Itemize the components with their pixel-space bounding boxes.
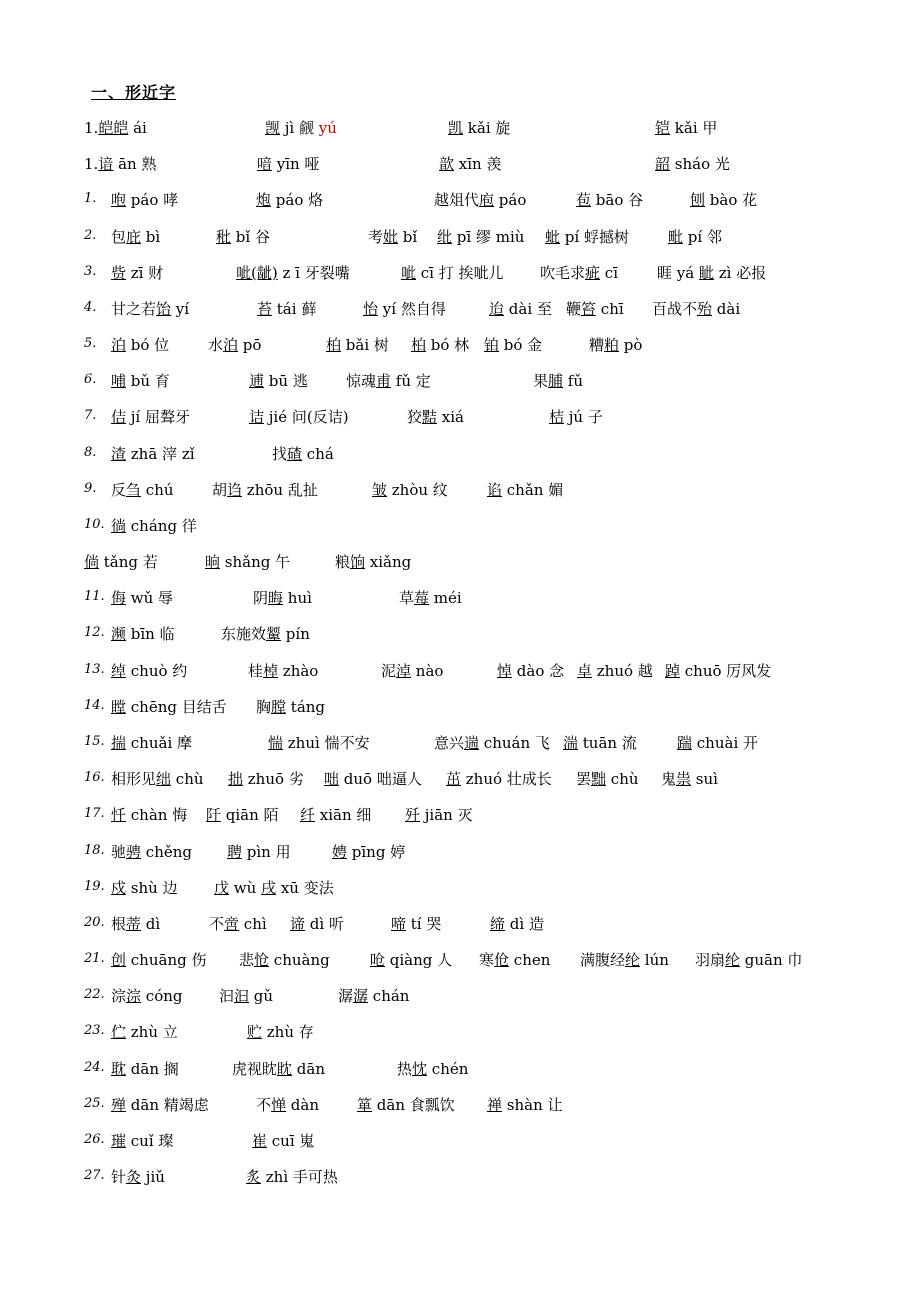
word-entry: 反刍 chú (111, 481, 174, 499)
word-entry: 伫 zhù 立 (111, 1023, 178, 1041)
word-row (0, 117, 920, 139)
word-row (0, 1058, 920, 1080)
word-entry: 踔 chuō 厉风发 (665, 662, 772, 680)
row-number: 14. (84, 698, 105, 713)
word-entry: 瞠 chēng 目结舌 (111, 698, 227, 716)
word-entry: 徜 cháng 徉 (111, 517, 197, 535)
word-entry: 戍 shù 边 (111, 879, 178, 897)
word-entry: 意兴遄 chuán 飞 (434, 734, 550, 752)
word-entry: 蚍 pí 蜉撼树 (545, 228, 629, 246)
word-entry: 粮饷 xiǎng (335, 553, 412, 571)
word-entry: 忏 chàn 悔 (111, 806, 188, 824)
word-entry: 炙 zhì 手可热 (246, 1168, 338, 1186)
row-number: 26. (84, 1132, 105, 1147)
word-entry: 悲怆 chuàng (239, 951, 330, 969)
word-entry: 桂棹 zhào (248, 662, 319, 680)
word-entry: 诘 jié 问(反诘) (249, 408, 349, 426)
word-entry: 喑 yīn 哑 (257, 155, 320, 173)
word-entry: 睚 yá 眦 zì 必报 (657, 264, 767, 282)
row-number: 2. (84, 228, 97, 243)
row-number: 18. (84, 843, 105, 858)
word-row (0, 768, 920, 790)
word-entry: 侮 wǔ 辱 (111, 589, 174, 607)
row-number: 16. (84, 770, 105, 785)
word-entry: 赀 zī 财 (111, 264, 164, 282)
word-entry: 羽扇纶 guān 巾 (695, 951, 803, 969)
word-entry: 潺潺 chán (338, 987, 410, 1005)
word-entry: 绰 chuò 约 (111, 662, 188, 680)
row-number: 15. (84, 734, 105, 749)
word-entry: 铠 kǎi 甲 (655, 119, 718, 137)
word-entry: 胸膛 táng (256, 698, 326, 716)
word-row (0, 1130, 920, 1152)
word-entry: 百战不殆 dài (652, 300, 741, 318)
word-row (0, 587, 920, 609)
word-row (0, 298, 920, 320)
row-number: 5. (84, 336, 97, 351)
word-row (0, 262, 920, 284)
row-number: 24. (84, 1060, 105, 1075)
word-entry: 呲 cī 打 挨呲儿 (401, 264, 504, 282)
word-entry: 热忱 chén (397, 1060, 469, 1078)
word-entry: 1.谙 ān 熟 (84, 155, 157, 173)
word-entry: 秕 bǐ 谷 (216, 228, 270, 246)
row-number: 4. (84, 300, 97, 315)
word-entry: 怡 yí 然自得 (363, 300, 446, 318)
word-entry: 寒伧 chen (479, 951, 551, 969)
word-row (0, 841, 920, 863)
word-row (0, 443, 920, 465)
word-entry: 针灸 jiǔ (111, 1168, 165, 1186)
word-row (0, 551, 920, 573)
word-entry: 苔 tái 藓 (257, 300, 317, 318)
word-row (0, 153, 920, 175)
word-row (0, 877, 920, 899)
word-entry: 纰 pī 缪 miù (437, 228, 525, 246)
row-number: 3. (84, 264, 97, 279)
word-row (0, 696, 920, 718)
word-row (0, 1166, 920, 1188)
word-entry: 找碴 chá (272, 445, 334, 463)
word-entry: 呛 qiàng 人 (370, 951, 453, 969)
row-number: 27. (84, 1168, 105, 1183)
row-number: 25. (84, 1096, 105, 1111)
word-entry: 咆 páo 哮 (111, 191, 179, 209)
word-row (0, 1021, 920, 1043)
row-number: 6. (84, 372, 97, 387)
word-entry: 柏 bǎi 树 (326, 336, 389, 354)
word-entry: 歆 xīn 羡 (439, 155, 502, 173)
word-row (0, 479, 920, 501)
word-entry: 东施效颦 pín (221, 625, 310, 643)
word-entry: 哺 bǔ 育 (111, 372, 170, 390)
word-entry: 崔 cuī 嵬 (252, 1132, 315, 1150)
word-entry: 狡黠 xiá (407, 408, 464, 426)
word-entry: 泥淖 nào (381, 662, 444, 680)
word-entry: 柏 bó 林 (411, 336, 470, 354)
word-entry: 茁 zhuó 壮成长 (446, 770, 552, 788)
word-entry: 贮 zhù 存 (247, 1023, 314, 1041)
row-number: 22. (84, 987, 105, 1002)
word-entry: 淙淙 cóng (111, 987, 183, 1005)
word-entry: 韶 sháo 光 (655, 155, 730, 173)
word-entry: 逋 bū 逃 (249, 372, 308, 390)
word-entry: 谄 chǎn 媚 (487, 481, 564, 499)
word-entry: 甘之若饴 yí (111, 300, 190, 318)
word-entry: 铂 bó 金 (484, 336, 543, 354)
word-entry: 不惮 dàn (256, 1096, 320, 1114)
word-entry: 炮 páo 烙 (256, 191, 324, 209)
word-entry: 苞 bāo 谷 (576, 191, 644, 209)
word-entry: 缔 dì 造 (490, 915, 544, 933)
word-entry: 悼 dào 念 (497, 662, 565, 680)
word-entry: 阴晦 huì (253, 589, 312, 607)
word-entry: 禅 shàn 让 (487, 1096, 563, 1114)
word-entry: 草莓 méi (399, 589, 462, 607)
word-row (0, 660, 920, 682)
word-entry: 考妣 bǐ (368, 228, 418, 246)
word-entry: 惊魂甫 fǔ 定 (346, 372, 431, 390)
word-entry: 吹毛求疵 cī (540, 264, 618, 282)
word-entry: 拙 zhuō 劣 (228, 770, 304, 788)
word-entry: 卓 zhuó 越 (577, 662, 653, 680)
word-entry: 晌 shǎng 午 (205, 553, 291, 571)
word-row (0, 913, 920, 935)
word-entry: 胡诌 zhōu 乱扯 (212, 481, 318, 499)
word-entry: 谛 dì 听 (290, 915, 344, 933)
word-entry: 耽 dān 搁 (111, 1060, 179, 1078)
word-entry: 呲(龇) z ī 牙裂嘴 (236, 264, 350, 282)
word-entry: 鬼祟 suì (661, 770, 718, 788)
word-entry: 迨 dài 至 (489, 300, 552, 318)
word-entry: 濒 bīn 临 (111, 625, 175, 643)
word-entry: 凯 kǎi 旋 (448, 119, 511, 137)
word-row (0, 406, 920, 428)
word-row (0, 515, 920, 537)
row-number: 17. (84, 806, 105, 821)
word-entry: 佶 jí 屈聱牙 (111, 408, 191, 426)
word-row (0, 370, 920, 392)
row-number: 7. (84, 408, 97, 423)
word-row (0, 189, 920, 211)
word-entry: 汩汩 gǔ (219, 987, 274, 1005)
word-entry: 啼 tí 哭 (391, 915, 442, 933)
word-entry: 越俎代庖 páo (434, 191, 527, 209)
word-entry: 驰骋 chěng (111, 843, 193, 861)
word-row (0, 623, 920, 645)
word-row (0, 226, 920, 248)
word-row (0, 804, 920, 826)
word-row (0, 732, 920, 754)
word-entry: 毗 pí 邻 (668, 228, 722, 246)
row-number: 12. (84, 625, 105, 640)
row-number: 8. (84, 445, 97, 460)
word-entry: 1.皑皑 ái (84, 119, 147, 137)
word-entry: 歼 jiān 灭 (405, 806, 473, 824)
word-entry: 纤 xiān 细 (300, 806, 372, 824)
word-entry: 鞭笞 chī (566, 300, 624, 318)
row-number: 11. (84, 589, 105, 604)
row-number: 20. (84, 915, 105, 930)
word-entry: 渣 zhā 滓 zǐ (111, 445, 195, 463)
word-entry: 聘 pìn 用 (227, 843, 291, 861)
word-entry: 包庇 bì (111, 228, 161, 246)
word-entry: 糟粕 pò (589, 336, 643, 354)
word-entry: 刨 bào 花 (690, 191, 758, 209)
word-entry: 璀 cuǐ 璨 (111, 1132, 174, 1150)
word-entry: 水泊 pō (208, 336, 262, 354)
word-entry: 揣 chuǎi 摩 (111, 734, 193, 752)
word-entry: 箪 dān 食瓢饮 (357, 1096, 455, 1114)
word-entry: 踹 chuài 开 (677, 734, 759, 752)
word-entry: 创 chuāng 伤 (111, 951, 207, 969)
word-entry: 满腹经纶 lún (580, 951, 669, 969)
word-entry: 惴 zhuì 惴不安 (268, 734, 370, 752)
word-entry: 倘 tǎng 若 (84, 553, 158, 571)
row-number: 23. (84, 1023, 105, 1038)
word-entry: 根蒂 dì (111, 915, 161, 933)
word-entry: 阡 qiān 陌 (206, 806, 279, 824)
word-row (0, 949, 920, 971)
section-title: 一、形近字 (91, 83, 177, 102)
word-entry: 觊 jì 觎 yú (265, 119, 337, 137)
word-entry: 罢黜 chù (576, 770, 639, 788)
word-entry: 娉 pīng 婷 (332, 843, 406, 861)
word-entry: 泊 bó 位 (111, 336, 170, 354)
word-entry: 咄 duō 咄逼人 (324, 770, 422, 788)
row-number: 9. (84, 481, 97, 496)
word-entry: 戊 wù 戌 xū 变法 (214, 879, 334, 897)
word-entry: 不啻 chì (209, 915, 267, 933)
word-entry: 相形见绌 chù (111, 770, 204, 788)
row-number: 19. (84, 879, 105, 894)
row-number: 21. (84, 951, 105, 966)
word-entry: 虎视眈眈 dān (232, 1060, 326, 1078)
word-row (0, 1094, 920, 1116)
word-entry: 殚 dān 精竭虑 (111, 1096, 209, 1114)
row-number: 10. (84, 517, 105, 532)
word-entry: 湍 tuān 流 (563, 734, 637, 752)
word-row (0, 334, 920, 356)
word-entry: 皱 zhòu 纹 (372, 481, 448, 499)
row-number: 13. (84, 662, 105, 677)
word-row (0, 985, 920, 1007)
word-entry: 桔 jú 子 (549, 408, 603, 426)
word-entry: 果脯 fǔ (533, 372, 584, 390)
row-number: 1. (84, 191, 97, 206)
